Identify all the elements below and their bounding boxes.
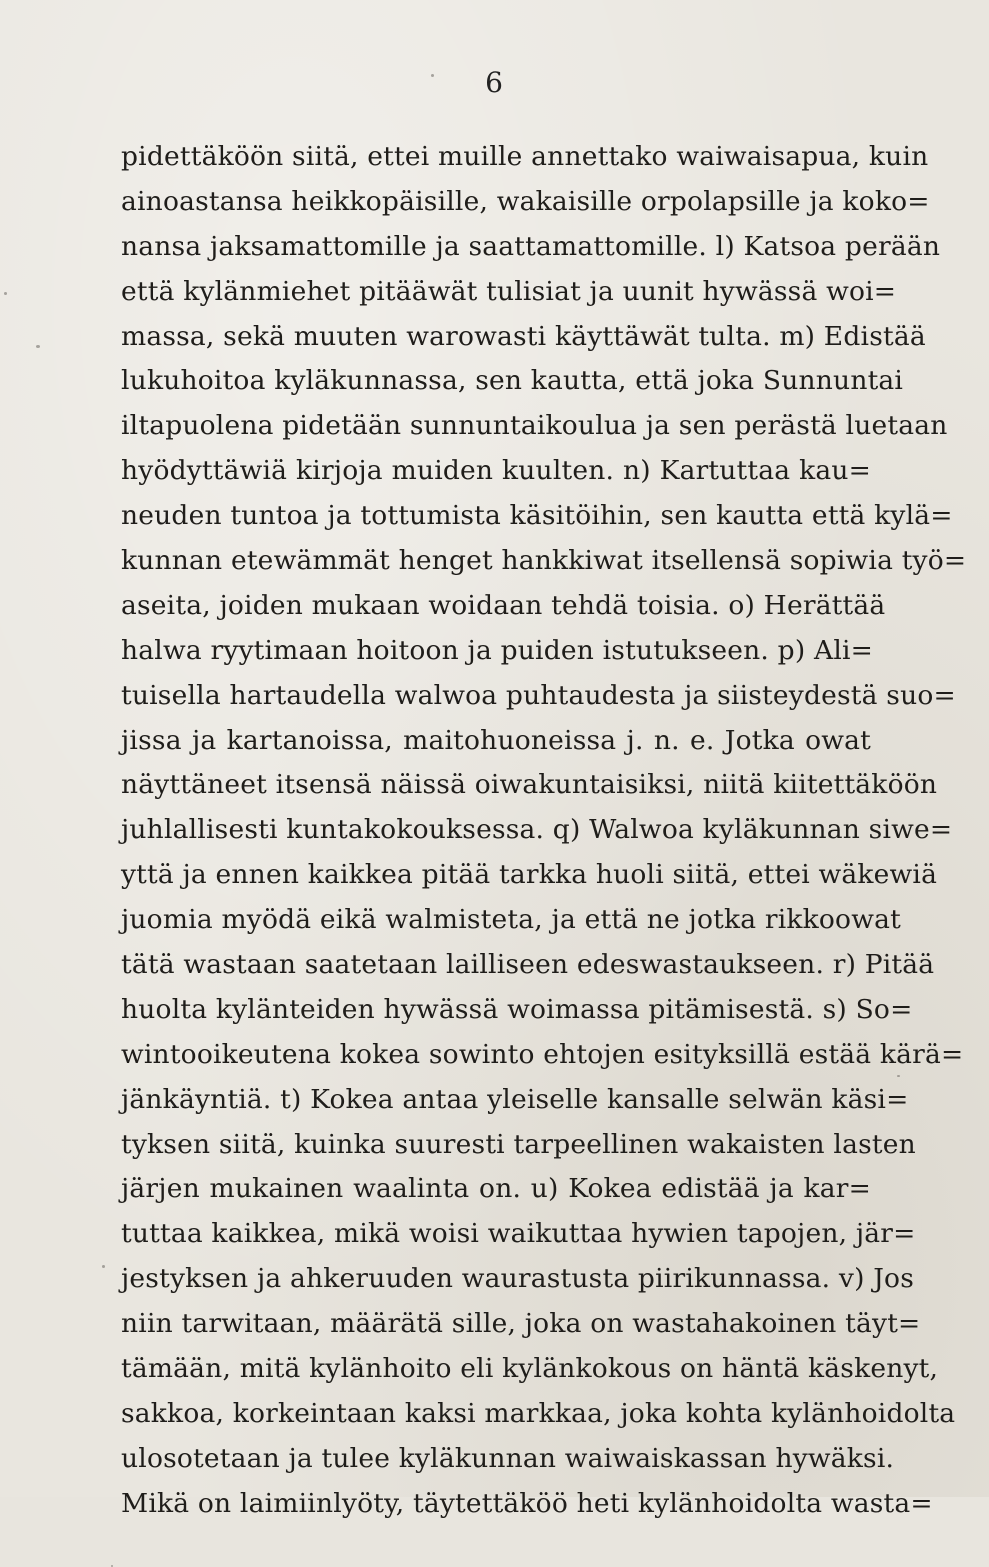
text-line: jänkäyntiä. t) Kokea antaa yleiselle kansalle selwän käsi= — [121, 1083, 909, 1115]
text-line: huolta kylänteiden hywässä woimassa pitämisestä. s) So= — [121, 993, 913, 1025]
text-line: iltapuolena pidetään sunnuntaikoulua ja sen perästä luetaan — [121, 410, 948, 442]
text-line: kunnan etewämmät henget hankkiwat itsellensä sopiwia työ= — [121, 545, 967, 577]
text-line: pidettäköön siitä, ettei muille annettako waiwaisapua, kuin — [121, 141, 929, 172]
text-line: halwa ryytimaan hoitoon ja puiden istutukseen. p) Ali= — [121, 634, 874, 666]
text-line: tätä wastaan saatetaan lailliseen edeswastaukseen. r) Pitää — [121, 949, 935, 981]
paper-speck — [897, 1075, 900, 1077]
text-line: näyttäneet itsensä näissä oiwakuntaisiksi, niitä kiitettäköön — [121, 769, 938, 801]
text-line: tuisella hartaudella walwoa puhtaudesta ja siisteydestä suo= — [121, 679, 956, 711]
paper-speck — [102, 1265, 105, 1268]
text-line: juhlallisesti kuntakokouksessa. q) Walwoa kyläkunnan siwe= — [121, 814, 953, 846]
text-line: wintooikeutena kokea sowinto ehtojen esityksillä estää kärä= — [121, 1038, 964, 1070]
text-line: tuttaa kaikkea, mikä woisi waikuttaa hywien tapojen, jär= — [121, 1218, 916, 1250]
page-number: 6 — [485, 66, 504, 99]
text-line: juomia myödä eikä walmisteta, ja että ne jotka rikkoowat — [121, 904, 901, 936]
text-line: järjen mukainen waalinta on. u) Kokea edistää ja kar= — [121, 1173, 871, 1205]
text-line: sakkoa, korkeintaan kaksi markkaa, joka kohta kylänhoidolta — [121, 1397, 956, 1429]
text-line: yttä ja ennen kaikkea pitää tarkka huoli siitä, ettei wäkewiä — [121, 859, 938, 891]
text-line: että kylänmiehet pitääwät tulisiat ja uunit hywässä woi= — [121, 275, 897, 307]
text-line: ainoastansa heikkopäisille, wakaisille orpolapsille ja koko= — [121, 185, 930, 217]
text-line: Mikä on laimiinlyöty, täytettäköö heti kylänhoidolta wasta= — [121, 1487, 933, 1519]
body-text — [121, 135, 967, 1527]
text-line: nansa jaksamattomille ja saattamattomille. l) Katsoa perään — [121, 230, 941, 262]
text-line: hyödyttäwiä kirjoja muiden kuulten. n) Kartuttaa kau= — [121, 455, 871, 487]
paper-speck — [4, 292, 7, 295]
text-line: neuden tuntoa ja tottumista käsitöihin, sen kautta että kylä= — [121, 500, 953, 532]
paper-speck — [36, 345, 40, 348]
text-line: massa, sekä muuten warowasti käyttäwät tulta. m) Edistää — [121, 320, 926, 352]
paper-speck — [431, 74, 434, 77]
text-line: ulosotetaan ja tulee kyläkunnan waiwaiskassan hywäksi. — [121, 1442, 895, 1474]
text-line: aseita, joiden mukaan woidaan tehdä toisia. o) Herättää — [121, 589, 886, 621]
text-line: jestyksen ja ahkeruuden waurastusta piirikunnassa. v) Jos — [121, 1263, 915, 1295]
text-line: tämään, mitä kylänhoito eli kylänkokous on häntä käskenyt, — [121, 1353, 939, 1385]
text-line: tyksen siitä, kuinka suuresti tarpeellinen wakaisten lasten — [121, 1128, 916, 1160]
text-line: niin tarwitaan, määrätä sille, joka on wastahakoinen täyt= — [121, 1308, 921, 1340]
text-line: lukuhoitoa kyläkunnassa, sen kautta, että joka Sunnuntai — [121, 365, 904, 397]
text-line: jissa ja kartanoissa, maitohuoneissa j. n. e. Jotka owat — [121, 724, 871, 756]
